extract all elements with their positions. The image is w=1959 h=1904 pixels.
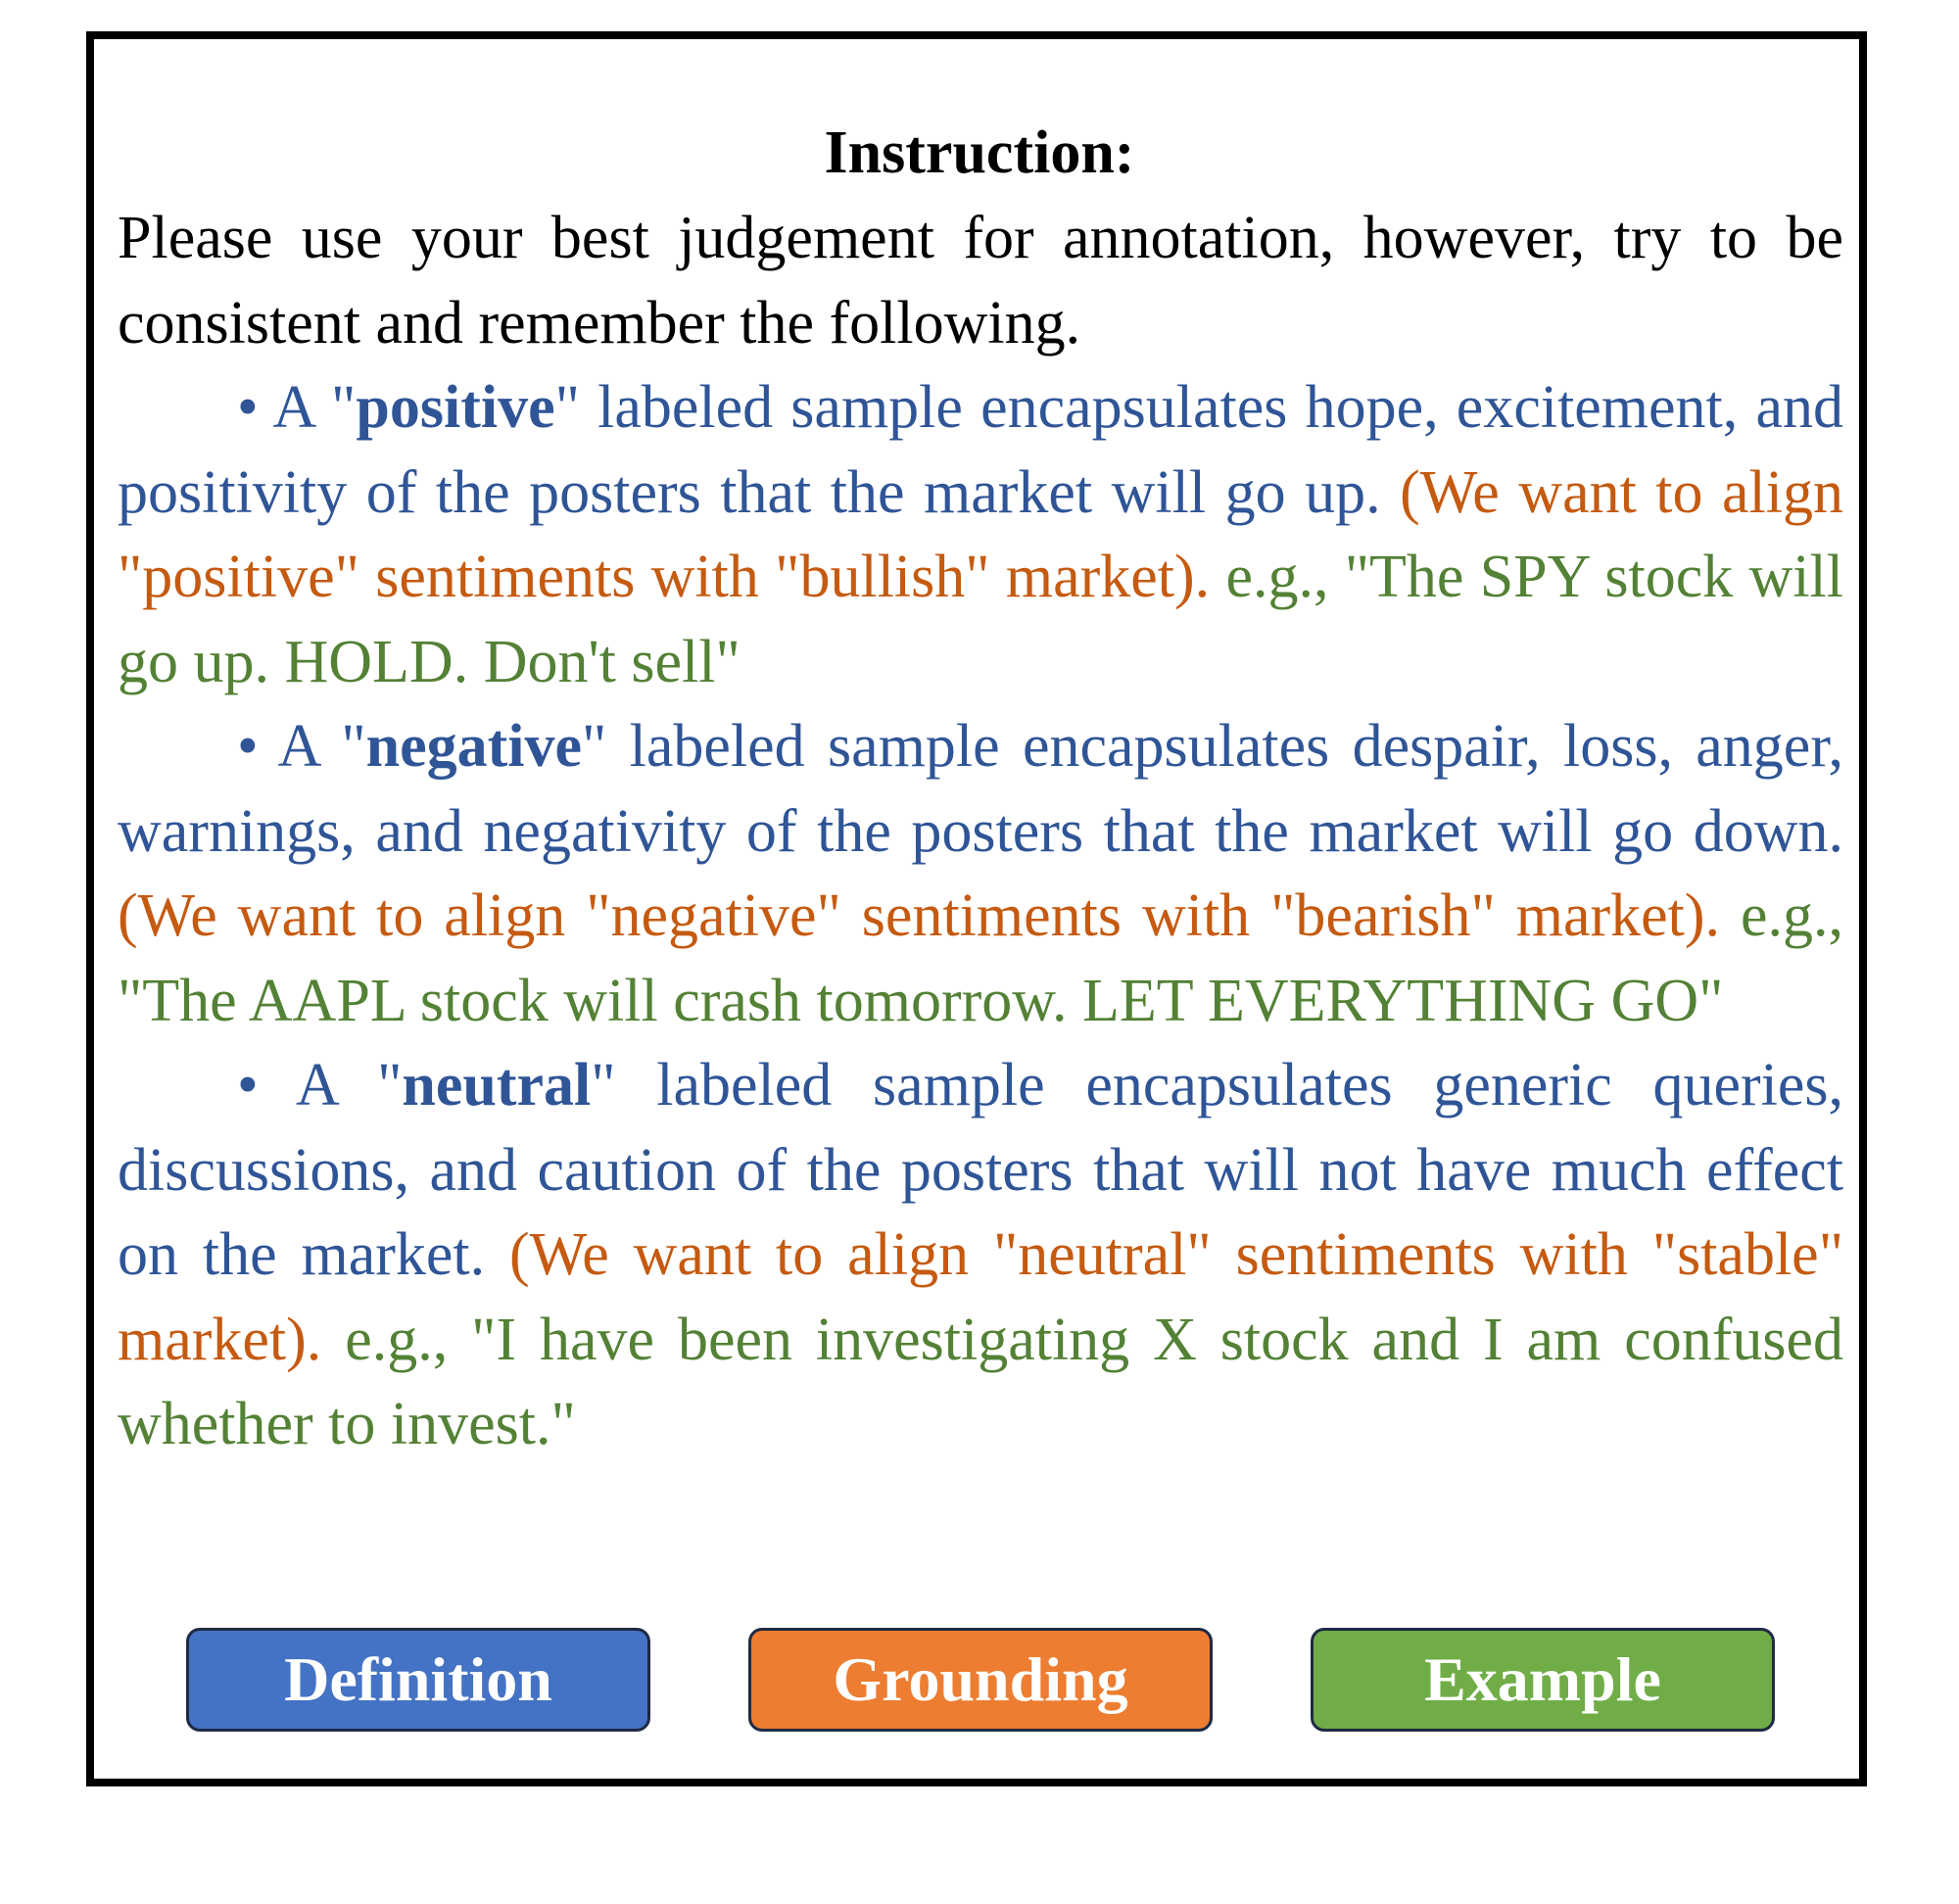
bullet-neutral [118, 1043, 1843, 1467]
grounding-text: (We want to align "neutral" sentiments with "stable" market). [118, 1221, 1844, 1373]
example-text: e.g., "I have been investigating X stock and I am confused whether to invest." [118, 1306, 1844, 1457]
definition-prefix: A " [272, 374, 357, 441]
definition-suffix: " labeled sample encapsulates hope, excitement, and positivity of the posters that the market will go up. [118, 374, 1843, 526]
instruction-body [118, 196, 1843, 1467]
definition-suffix: " labeled sample encapsulates despair, loss, anger, warnings, and negativity of the posters that the market will go down. [118, 713, 1843, 865]
example-text: e.g., "The AAPL stock will crash tomorrow. LET EVERYTHING GO" [118, 882, 1843, 1034]
label-positive: positive [356, 374, 555, 441]
grounding-text: (We want to align "positive" sentiments with "bullish" market). [118, 458, 1844, 610]
intro-text: Please use your best judgement for annotation, however, try to be consistent and remember the following. [118, 205, 1843, 357]
definition-text [118, 713, 1843, 865]
legend-example: Example [1311, 1628, 1775, 1732]
definition-prefix: A " [296, 1052, 403, 1119]
label-neutral: neutral [402, 1052, 592, 1119]
bullet-symbol: • [237, 1052, 259, 1119]
definition-prefix: A " [277, 713, 366, 780]
bullet-positive [118, 365, 1843, 704]
bullet-symbol: • [237, 713, 259, 780]
definition-suffix: " labeled sample encapsulates generic queries, discussions, and caution of the posters that will not have much effect on the market. [118, 1052, 1843, 1288]
bullet-negative [118, 704, 1843, 1043]
label-negative: negative [365, 713, 583, 780]
example-text: e.g., "The SPY stock will go up. HOLD. Don't sell" [118, 544, 1843, 695]
legend-grounding: Grounding [748, 1628, 1213, 1732]
bullet-symbol: • [237, 374, 259, 441]
grounding-text: (We want to align "negative" sentiments with "bearish" market). [118, 882, 1721, 949]
instruction-title: Instruction: [824, 119, 1135, 186]
legend-definition: Definition [186, 1628, 650, 1732]
